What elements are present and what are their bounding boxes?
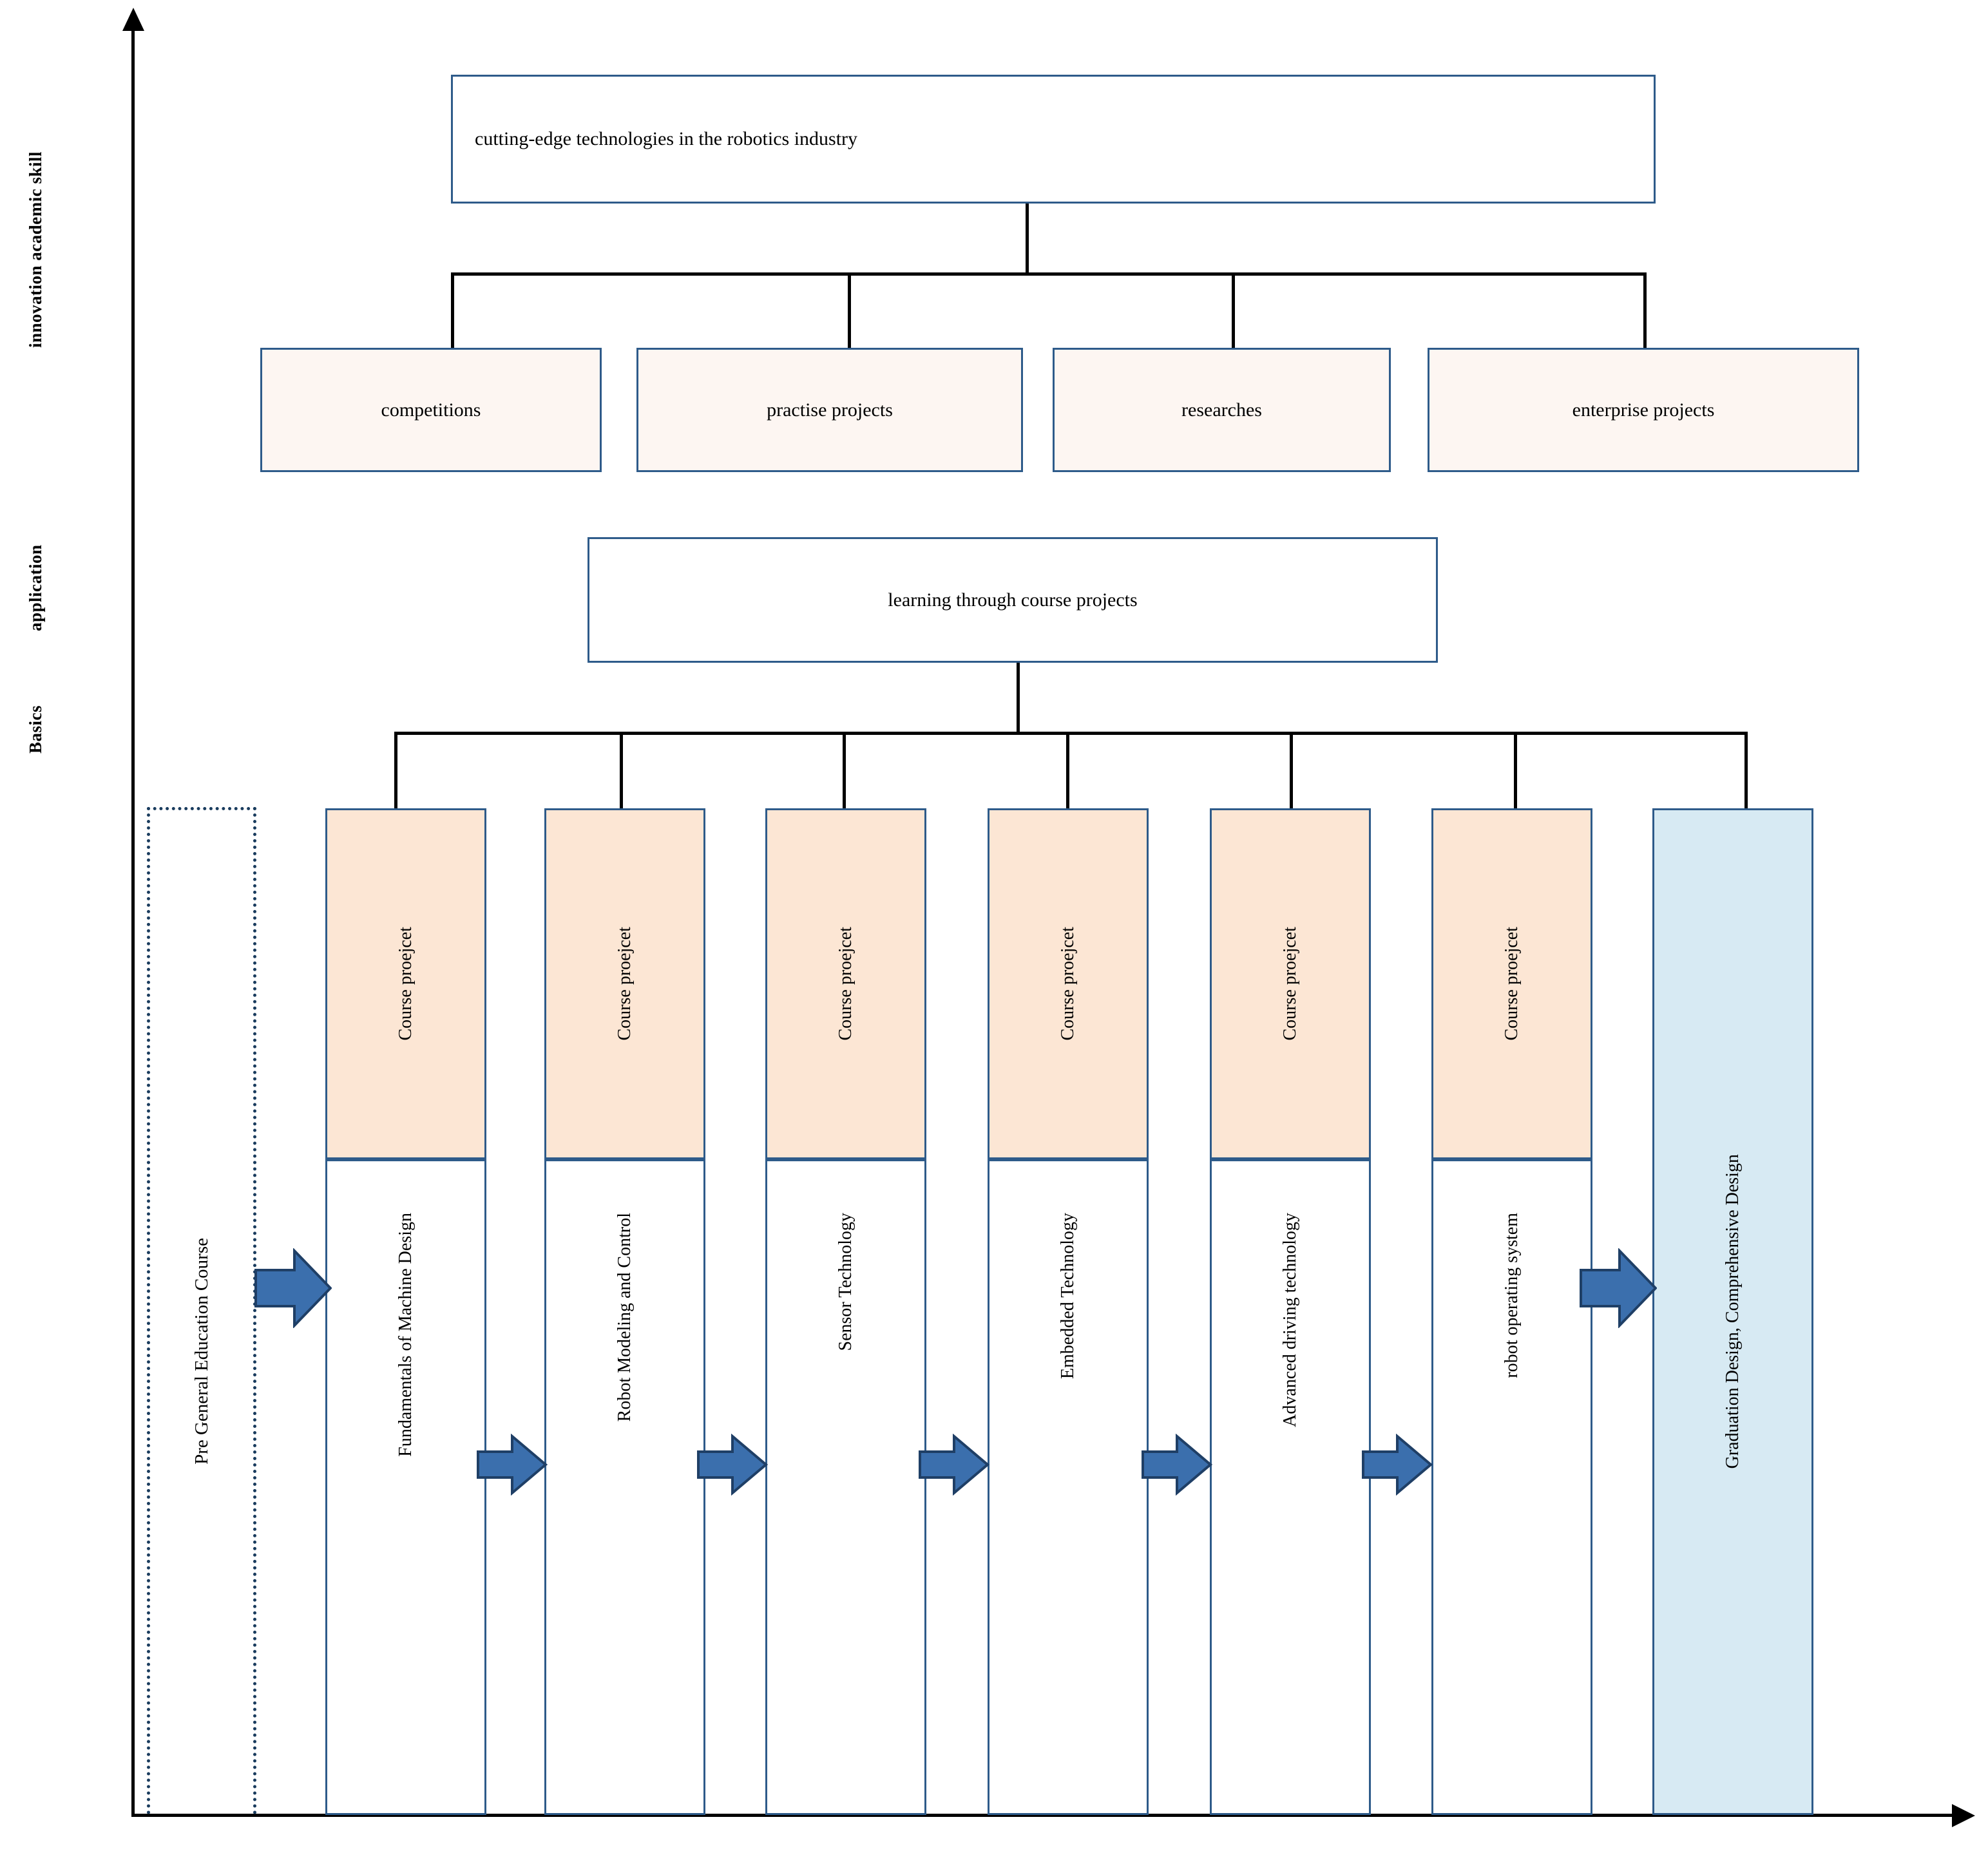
course-body-label-5: Advanced driving technology: [1280, 1213, 1300, 1427]
pre-general-education-course-label: Pre General Education Course: [191, 1238, 212, 1465]
mid-title-text: learning through course projects: [888, 589, 1138, 611]
tier2-label-practise-projects: practise projects: [767, 399, 893, 421]
y-axis-arrow-icon: [122, 8, 144, 31]
course-body-2: [544, 1159, 705, 1815]
course-body-4: [988, 1159, 1149, 1815]
connector-tier2-drop-2: [848, 272, 851, 350]
connector-tier2-drop-1: [451, 272, 454, 350]
flow-arrow-course-5-to-6: [1362, 1434, 1433, 1496]
connector-course-drop-2: [620, 732, 623, 809]
tier2-box-competitions: [260, 348, 602, 472]
course-head-label-3: Course proejcet: [836, 927, 855, 1041]
tier2-box-practise-projects: [636, 348, 1023, 472]
course-body-5: [1210, 1159, 1371, 1815]
flow-arrow-course-3-to-4: [919, 1434, 989, 1496]
flow-arrow-course-4-to-5: [1142, 1434, 1212, 1496]
connector-mid-stem: [1017, 663, 1020, 734]
y-axis-line: [131, 26, 135, 1816]
course-body-label-6: robot operating system: [1502, 1213, 1522, 1378]
flow-arrow-course-1-to-2: [477, 1434, 548, 1496]
course-head-1: [325, 808, 486, 1159]
connector-tier2-drop-3: [1232, 272, 1235, 350]
axis-label-basics: Basics: [26, 705, 45, 754]
course-body-3: [765, 1159, 926, 1815]
tier2-box-researches: [1053, 348, 1391, 472]
course-head-label-1: Course proejcet: [396, 927, 416, 1041]
course-head-label-6: Course proejcet: [1502, 927, 1522, 1041]
x-axis-arrow-icon: [1952, 1804, 1975, 1827]
course-body-label-2: Robot Modeling and Control: [615, 1213, 635, 1422]
course-head-6: [1431, 808, 1592, 1159]
connector-course-drop-1: [394, 732, 397, 809]
course-body-label-3: Sensor Technology: [836, 1213, 855, 1351]
connector-course-drop-4: [1066, 732, 1069, 809]
course-body-6: [1431, 1159, 1592, 1815]
flow-arrow-course-2-to-3: [697, 1434, 768, 1496]
top-title-box: [451, 75, 1656, 204]
course-head-label-2: Course proejcet: [615, 927, 635, 1041]
connector-course-drop-3: [843, 732, 846, 809]
connector-tier2-drop-4: [1643, 272, 1647, 350]
tier2-box-enterprise-projects: [1428, 348, 1859, 472]
connector-course-drop-5: [1290, 732, 1293, 809]
axis-label-innovation-academic-skill: innovation academic skill: [26, 151, 45, 348]
mid-title-box: [588, 537, 1438, 663]
connector-course-drop-7: [1744, 732, 1748, 809]
course-body-label-1: Fundamentals of Machine Design: [396, 1213, 416, 1457]
course-head-label-5: Course proejcet: [1280, 927, 1300, 1041]
course-body-1: [325, 1159, 486, 1815]
graduation-design-box: [1652, 808, 1813, 1815]
connector-courses-bus: [394, 732, 1747, 735]
graduation-design-label: Graduation Design, Comprehensive Design: [1723, 1154, 1743, 1469]
axis-label-application: application: [26, 544, 45, 631]
flow-arrow-pre-to-course-1: [254, 1248, 332, 1328]
course-head-5: [1210, 808, 1371, 1159]
pre-general-education-course-box: [147, 807, 256, 1815]
course-head-3: [765, 808, 926, 1159]
course-head-2: [544, 808, 705, 1159]
tier2-label-researches: researches: [1181, 399, 1262, 421]
connector-course-drop-6: [1514, 732, 1517, 809]
course-body-label-4: Embedded Technology: [1058, 1213, 1078, 1380]
top-title-text: cutting-edge technologies in the robotics industry: [475, 128, 858, 149]
connector-tier2-bus: [451, 272, 1647, 276]
course-head-label-4: Course proejcet: [1058, 927, 1078, 1041]
tier2-label-enterprise-projects: enterprise projects: [1572, 399, 1715, 421]
flow-arrow-course-6-to-graduation: [1580, 1248, 1657, 1328]
tier2-label-competitions: competitions: [381, 399, 481, 421]
connector-top-stem: [1026, 204, 1029, 274]
course-head-4: [988, 808, 1149, 1159]
